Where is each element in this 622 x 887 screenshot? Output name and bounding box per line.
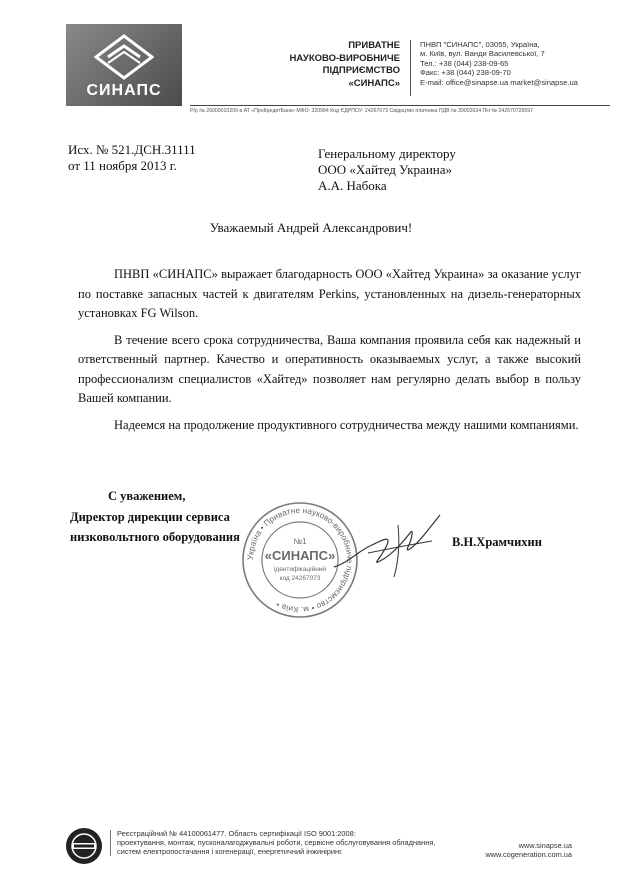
- footer-certification: [110, 830, 447, 856]
- addressee-block: [318, 146, 456, 194]
- contact-line: Факс: +38 (044) 238-09-70: [420, 68, 511, 78]
- footer-websites: [470, 841, 572, 859]
- salutation: Уважаемый Андрей Александрович!: [209, 220, 413, 235]
- company-name-line: ПРИВАТНЕ: [348, 40, 400, 51]
- company-name-line: НАУКОВО-ВИРОБНИЧЕ: [289, 52, 400, 64]
- bank-details: Р/р № 26000010209 в АТ «ПроКредитБанк» МФО: 320984 Код ЄДРПОУ: 24267073 Свідоцтво платника ПДВ № 39002634 ПН № 242670726597: [190, 105, 610, 114]
- contact-line: E-mail: office@sinapse.ua market@sinapse.ua: [420, 77, 578, 87]
- company-name-line: ПІДПРИЄМСТВО: [322, 65, 400, 76]
- footer-website: www.sinapse.ua: [518, 841, 572, 850]
- logo-emblem-icon: [94, 34, 154, 80]
- body-paragraph: ПНВП «СИНАПС» выражает благодарность ООО «Хайтед Украина» за оказание услуг по поставке запасных частей к двигателям Perkins, установленных на дизель-генераторных установках FG Wilson.: [78, 267, 581, 320]
- company-contacts: [420, 40, 616, 87]
- addressee-line: ООО «Хайтед Украина»: [318, 162, 453, 177]
- company-name: [262, 40, 400, 90]
- signer-position: Директор дирекции сервиса: [70, 509, 230, 524]
- contact-line: Тел.: +38 (044) 238-09-65: [420, 58, 509, 68]
- closing-regards: С уважением,: [108, 489, 186, 503]
- stamp-number: №1: [293, 537, 307, 546]
- addressee-line: Генеральному директору: [318, 146, 456, 161]
- footer-website: www.cogeneration.com.ua: [485, 850, 572, 859]
- company-name-line: «СИНАПС»: [348, 77, 400, 89]
- stamp-code: код 24267073: [279, 575, 321, 582]
- letter-body: [78, 265, 581, 442]
- reference-number: Исх. № 521.ДСН.31111: [68, 142, 196, 157]
- logo-text: СИНАПС: [86, 82, 162, 99]
- footer-line: проектування, монтаж, пусконалагоджувальні роботи, сервісне обслуговування обладнання,: [117, 837, 436, 847]
- contact-line: ПНВП "СИНАПС", 03055, Україна,: [420, 40, 540, 49]
- certification-logo: [64, 826, 104, 871]
- outgoing-reference: [68, 142, 196, 174]
- signer-position: низковольтного оборудования: [70, 530, 240, 544]
- footer-line: систем електропостачання і когенерації, енергетичний інжиніринг.: [117, 846, 343, 856]
- addressee-line: А.А. Набока: [318, 178, 387, 193]
- body-paragraph: В течение всего срока сотрудничества, Ваша компания проявила себя как надежный и ответственный партнер. Качество и оперативность оказываемых услуг, а также высокий профессионализм специалистов «Хайтед» позволяет нам регулярно делать выбор в пользу Вашей компании.: [78, 332, 581, 405]
- footer-line: Реєстраційний № 44100061477. Область сертифікації ISO 9001:2008:: [117, 829, 356, 838]
- stamp-ring-text: Україна • Приватне науково-виробниче підприємство • м. Київ •: [244, 504, 356, 616]
- closing-block: [70, 486, 240, 548]
- body-paragraph: Надеемся на продолжение продуктивного сотрудничества между нашими компаниями.: [114, 417, 579, 432]
- signer-name: В.Н.Храмчихин: [452, 535, 542, 549]
- stamp-code-label: ідентифікаційний: [273, 566, 327, 573]
- reference-date: от 11 ноября 2013 г.: [68, 158, 177, 173]
- stamp-center-text: «СИНАПС»: [264, 548, 336, 563]
- company-logo: [66, 24, 182, 106]
- contact-line: м. Київ, вул. Ванди Василевської, 7: [420, 49, 545, 59]
- letterhead-divider: [410, 40, 411, 96]
- handwritten-signature: [328, 505, 448, 590]
